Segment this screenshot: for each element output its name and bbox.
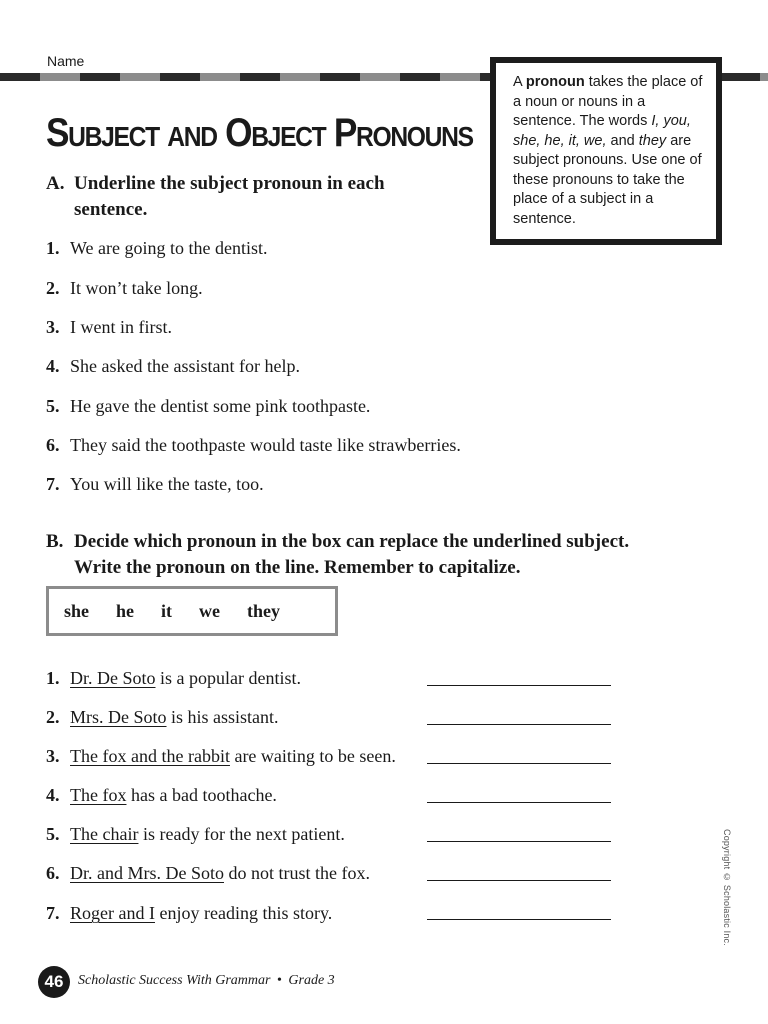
list-item: [46, 783, 277, 807]
item-number: 4.: [46, 785, 60, 805]
answer-line[interactable]: [427, 841, 611, 842]
list-item: [46, 744, 396, 768]
definition-italic-they: they: [638, 132, 667, 149]
definition-bold-word: pronoun: [525, 74, 585, 90]
name-label: Name: [47, 53, 85, 69]
footer-text: [78, 973, 335, 989]
item-text: has a bad toothache.: [126, 785, 277, 805]
section-a-letter: A.: [46, 173, 65, 194]
item-text: is his assistant.: [166, 707, 279, 727]
list-item: [46, 315, 172, 339]
item-text: I went in first.: [70, 317, 172, 337]
item-number: 7.: [46, 903, 60, 923]
list-item: [46, 861, 370, 885]
list-item: [46, 276, 203, 300]
answer-line[interactable]: [427, 919, 611, 920]
list-item: [46, 472, 264, 496]
definition-text-1: A: [513, 74, 526, 90]
pronoun-word: we: [199, 600, 221, 621]
pronoun-word: she: [64, 600, 90, 621]
underlined-subject: The chair: [70, 824, 139, 844]
copyright-notice: Copyright © Scholastic Inc.: [722, 829, 732, 946]
pronoun-word: they: [247, 600, 281, 621]
underlined-subject: Mrs. De Soto: [70, 707, 167, 727]
answer-line[interactable]: [427, 763, 611, 764]
list-item: [46, 666, 301, 690]
item-text: He gave the dentist some pink toothpaste.: [70, 396, 371, 416]
item-text: We are going to the dentist.: [70, 238, 268, 258]
definition-text-3: and: [606, 132, 639, 149]
pronoun-word: he: [116, 600, 135, 621]
page-number-badge: 46: [38, 966, 70, 998]
item-text: It won’t take long.: [70, 278, 203, 298]
item-number: 7.: [46, 474, 60, 494]
item-text: is a popular dentist.: [155, 668, 301, 688]
item-number: 2.: [46, 278, 60, 298]
list-item: [46, 901, 332, 925]
section-a-instruction-text: Underline the subject pronoun in each sentence.: [74, 173, 385, 220]
item-number: 2.: [46, 707, 60, 727]
item-number: 4.: [46, 356, 60, 376]
underlined-subject: The fox and the rabbit: [70, 746, 230, 766]
underlined-subject: Dr. De Soto: [70, 668, 156, 688]
list-item: [46, 705, 279, 729]
item-number: 6.: [46, 863, 60, 883]
definition-text-4: are subject pronouns. Use one of these pronouns to take the place of a subject in a sentence.: [513, 132, 702, 227]
item-number: 5.: [46, 396, 60, 416]
section-b-instruction-text: Decide which pronoun in the box can replace the underlined subject. Write the pronoun on the line. Remember to capitalize.: [74, 531, 630, 578]
item-text: enjoy reading this story.: [154, 903, 333, 923]
item-text: She asked the assistant for help.: [70, 356, 300, 376]
item-number: 5.: [46, 824, 60, 844]
underlined-subject: The fox: [70, 785, 127, 805]
list-item: [46, 394, 370, 418]
definition-italic-words: I, you, she, he, it, we,: [513, 113, 691, 149]
list-item: [46, 433, 461, 457]
item-text: are waiting to be seen.: [229, 746, 396, 766]
item-number: 1.: [46, 668, 60, 688]
section-b-instruction: [46, 529, 666, 581]
footer-grade: Grade 3: [288, 973, 335, 988]
item-text: is ready for the next patient.: [138, 824, 345, 844]
section-b-letter: B.: [46, 531, 64, 552]
page-title: Subject and Object Pronouns: [46, 111, 473, 155]
underlined-subject: Dr. and Mrs. De Soto: [70, 863, 224, 883]
section-a-instruction: [46, 171, 446, 223]
answer-line[interactable]: [427, 802, 611, 803]
definition-text-2: takes the place of a noun or nouns in a sentence. The words: [513, 74, 703, 129]
pronoun-word-box: [46, 586, 338, 636]
list-item: [46, 354, 300, 378]
item-text: They said the toothpaste would taste like strawberries.: [70, 435, 461, 455]
definition-box: [490, 57, 722, 245]
item-number: 3.: [46, 317, 60, 337]
list-item: [46, 822, 345, 846]
underlined-subject: Roger and I: [70, 903, 155, 923]
answer-line[interactable]: [427, 685, 611, 686]
item-number: 6.: [46, 435, 60, 455]
answer-line[interactable]: [427, 880, 611, 881]
item-number: 3.: [46, 746, 60, 766]
list-item: [46, 236, 268, 260]
answer-line[interactable]: [427, 724, 611, 725]
item-text: You will like the taste, too.: [70, 474, 264, 494]
item-number: 1.: [46, 238, 60, 258]
item-text: do not trust the fox.: [224, 863, 370, 883]
footer-book-title: Scholastic Success With Grammar: [78, 973, 271, 988]
footer-bullet: •: [276, 973, 282, 988]
pronoun-word: it: [161, 600, 173, 621]
